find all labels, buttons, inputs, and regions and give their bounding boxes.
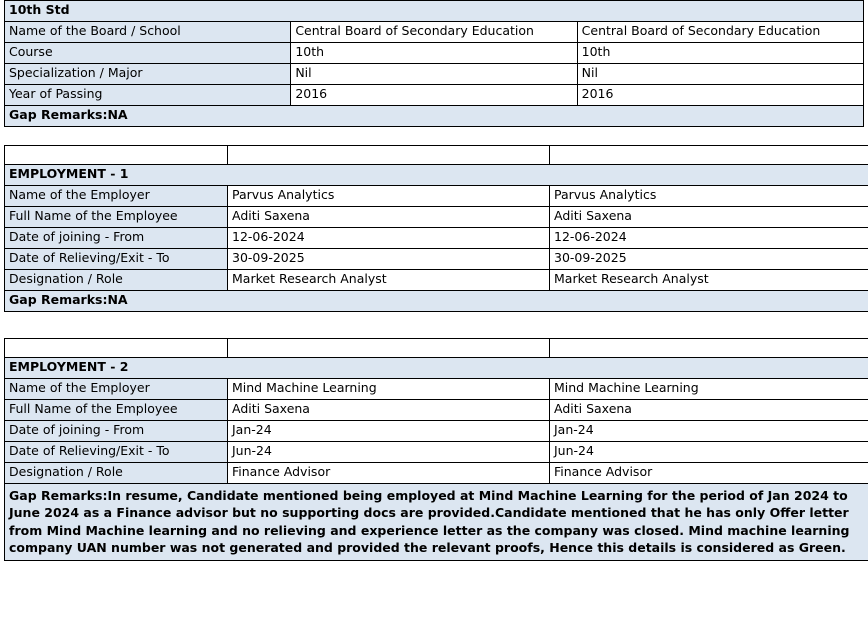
row-label: Name of the Board / School xyxy=(5,22,291,43)
row-value-declared: Market Research Analyst xyxy=(228,270,550,291)
row-label: Designation / Role xyxy=(5,270,228,291)
row-value-declared: Jan-24 xyxy=(228,421,550,442)
blank-cell-verified xyxy=(550,146,868,165)
section-employment-2 xyxy=(4,338,868,561)
row-label: Date of Relieving/Exit - To xyxy=(5,249,228,270)
row-value-declared: Parvus Analytics xyxy=(228,186,550,207)
blank-cell-label xyxy=(5,339,228,358)
row-value-declared: Nil xyxy=(291,64,577,85)
row-value-verified: Aditi Saxena xyxy=(550,207,868,228)
table-row xyxy=(5,43,864,64)
row-label: Full Name of the Employee xyxy=(5,207,228,228)
table-row xyxy=(5,207,868,228)
table-row xyxy=(5,379,868,400)
table-row xyxy=(5,270,868,291)
gap-remarks-text: Gap Remarks:In resume, Candidate mentioned being employed at Mind Machine Learning for the period of Jan 2024 to June 2024 as a Finance advisor but no supporting docs are provided.Candidate mentioned that he has only Offer letter from Mind Machine learning and no relieving and experience letter as the company was closed. Mind machine learning company UAN number was not generated and provided the relevant proofs, Hence this details is considered as Green. xyxy=(5,484,868,561)
row-value-verified: 12-06-2024 xyxy=(550,228,868,249)
row-value-declared: Jun-24 xyxy=(228,442,550,463)
row-value-verified: 10th xyxy=(577,43,863,64)
row-value-verified: Market Research Analyst xyxy=(550,270,868,291)
row-label: Designation / Role xyxy=(5,463,228,484)
row-value-verified: Aditi Saxena xyxy=(550,400,868,421)
row-value-declared: 12-06-2024 xyxy=(228,228,550,249)
row-value-declared: 2016 xyxy=(291,85,577,106)
row-label: Name of the Employer xyxy=(5,186,228,207)
row-label: Specialization / Major xyxy=(5,64,291,85)
row-label: Full Name of the Employee xyxy=(5,400,228,421)
row-label: Name of the Employer xyxy=(5,379,228,400)
row-value-verified: Parvus Analytics xyxy=(550,186,868,207)
section-gap xyxy=(0,127,868,145)
row-value-verified: 2016 xyxy=(577,85,863,106)
row-value-verified: Nil xyxy=(577,64,863,85)
blank-separator-row xyxy=(5,339,868,358)
section-header-row xyxy=(5,358,868,379)
table-row xyxy=(5,463,868,484)
section-header-row xyxy=(5,165,868,186)
row-value-declared: Central Board of Secondary Education xyxy=(291,22,577,43)
gap-remarks-row xyxy=(5,291,868,312)
blank-separator-row xyxy=(5,146,868,165)
row-value-declared: 10th xyxy=(291,43,577,64)
row-value-verified: Mind Machine Learning xyxy=(550,379,868,400)
table-row xyxy=(5,85,864,106)
table-row xyxy=(5,442,868,463)
row-value-declared: Aditi Saxena xyxy=(228,400,550,421)
blank-cell-declared xyxy=(228,339,550,358)
table-row xyxy=(5,228,868,249)
row-value-verified: 30-09-2025 xyxy=(550,249,868,270)
blank-cell-label xyxy=(5,146,228,165)
section-header-row xyxy=(5,1,864,22)
section-title: 10th Std xyxy=(5,1,864,22)
table-row xyxy=(5,64,864,85)
row-label: Course xyxy=(5,43,291,64)
row-value-declared: Mind Machine Learning xyxy=(228,379,550,400)
gap-remarks-row xyxy=(5,106,864,127)
table-row xyxy=(5,22,864,43)
row-label: Date of joining - From xyxy=(5,228,228,249)
row-value-declared: Finance Advisor xyxy=(228,463,550,484)
table-row xyxy=(5,400,868,421)
blank-cell-declared xyxy=(228,146,550,165)
section-education-10th xyxy=(4,0,864,127)
row-value-declared: 30-09-2025 xyxy=(228,249,550,270)
row-label: Date of joining - From xyxy=(5,421,228,442)
row-value-verified: Jan-24 xyxy=(550,421,868,442)
row-value-verified: Central Board of Secondary Education xyxy=(577,22,863,43)
section-title: EMPLOYMENT - 1 xyxy=(5,165,868,186)
section-employment-1 xyxy=(4,145,868,312)
row-label: Year of Passing xyxy=(5,85,291,106)
row-label: Date of Relieving/Exit - To xyxy=(5,442,228,463)
gap-remarks-row xyxy=(5,484,868,561)
table-row xyxy=(5,249,868,270)
row-value-declared: Aditi Saxena xyxy=(228,207,550,228)
table-row xyxy=(5,186,868,207)
section-title: EMPLOYMENT - 2 xyxy=(5,358,868,379)
blank-cell-verified xyxy=(550,339,868,358)
section-gap xyxy=(0,312,868,338)
table-row xyxy=(5,421,868,442)
row-value-verified: Finance Advisor xyxy=(550,463,868,484)
gap-remarks-text: Gap Remarks:NA xyxy=(5,291,868,312)
row-value-verified: Jun-24 xyxy=(550,442,868,463)
gap-remarks-text: Gap Remarks:NA xyxy=(5,106,864,127)
